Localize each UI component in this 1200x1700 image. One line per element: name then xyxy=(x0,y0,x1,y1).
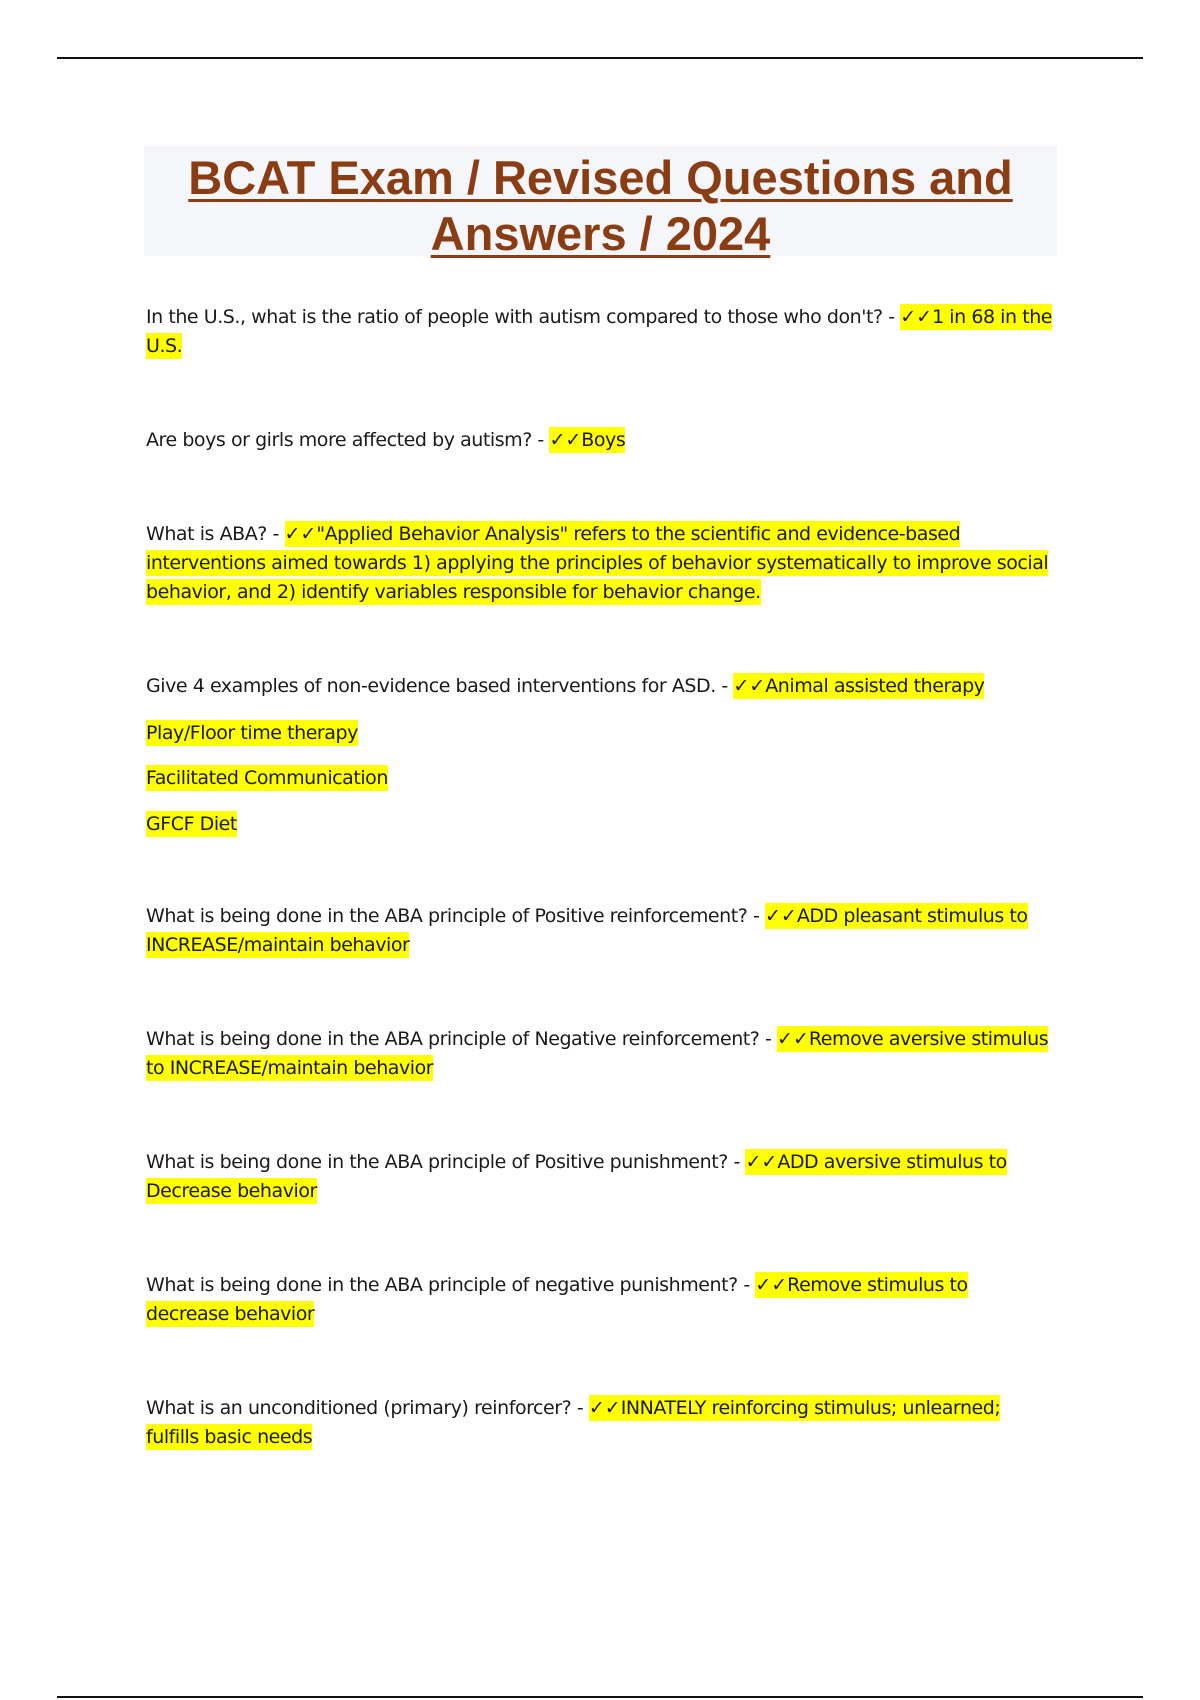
checkmark-icon: ✓✓ xyxy=(745,1151,778,1173)
question-separator: - xyxy=(747,905,765,927)
top-rule xyxy=(57,57,1143,59)
checkmark-icon: ✓✓ xyxy=(284,523,317,545)
question-separator: - xyxy=(266,523,285,545)
checkmark-icon: ✓✓ xyxy=(755,1274,788,1296)
question-separator: - xyxy=(737,1274,756,1296)
question-text: In the U.S., what is the ratio of people with autism compared to those who don't? xyxy=(146,306,883,328)
answer-text: ADD aversive stimulus to Decrease behavior xyxy=(146,1151,1007,1202)
answer-extra-line xyxy=(146,719,358,748)
question-separator: - xyxy=(727,1151,746,1173)
answer-text: Animal assisted therapy xyxy=(765,675,985,697)
checkmark-icon: ✓✓ xyxy=(900,306,933,328)
checkmark-icon: ✓✓ xyxy=(588,1397,621,1419)
answer-text: Remove aversive stimulus to INCREASE/maintain behavior xyxy=(146,1028,1049,1079)
question-separator: - xyxy=(759,1028,778,1050)
bottom-rule xyxy=(57,1696,1143,1698)
question-text: Are boys or girls more affected by autism? xyxy=(146,429,532,451)
answer-text: GFCF Diet xyxy=(146,813,237,835)
answer-text: Play/Floor time therapy xyxy=(146,722,358,744)
answer-text: Remove stimulus to decrease behavior xyxy=(146,1274,968,1325)
question-text: What is being done in the ABA principle of negative punishment? xyxy=(146,1274,738,1296)
qa-item xyxy=(146,1271,1056,1329)
qa-item xyxy=(146,672,1056,701)
checkmark-icon: ✓✓ xyxy=(765,905,797,927)
question-text: Give 4 examples of non-evidence based interventions for ASD. xyxy=(146,675,716,697)
answer-highlight xyxy=(549,427,625,453)
qa-item xyxy=(146,1148,1056,1206)
question-separator: - xyxy=(531,429,550,451)
qa-item xyxy=(146,1394,1056,1452)
question-text: What is being done in the ABA principle of Negative reinforcement? xyxy=(146,1028,760,1050)
answer-extra-line xyxy=(146,764,388,793)
checkmark-icon: ✓✓ xyxy=(777,1028,809,1050)
qa-item xyxy=(146,520,1056,607)
qa-item xyxy=(146,1025,1056,1083)
qa-item xyxy=(146,303,1056,361)
question-separator: - xyxy=(715,675,734,697)
title-box xyxy=(144,146,1057,260)
question-separator: - xyxy=(882,306,901,328)
checkmark-icon: ✓✓ xyxy=(549,429,582,451)
answer-text: ADD pleasant stimulus to INCREASE/maintain behavior xyxy=(146,905,1028,956)
answer-extra-line xyxy=(146,810,237,839)
page-title: BCAT Exam / Revised Questions and Answers / 2024 xyxy=(188,151,1013,260)
answer-text: Boys xyxy=(581,429,626,451)
question-text: What is ABA? xyxy=(146,523,267,545)
qa-item xyxy=(146,426,1056,455)
answer-text: 1 in 68 in the U.S. xyxy=(146,306,1053,357)
question-text: What is being done in the ABA principle of Positive punishment? xyxy=(146,1151,728,1173)
answer-text: "Applied Behavior Analysis" refers to the scientific and evidence-based interventions aimed towards 1) applying the principles of behavior systematically to improve social behavior, and 2) identify variables responsible for behavior change. xyxy=(146,523,1049,603)
answer-text: Facilitated Communication xyxy=(146,767,388,789)
question-text: What is being done in the ABA principle of Positive reinforcement? xyxy=(146,905,748,927)
checkmark-icon: ✓✓ xyxy=(733,675,766,697)
qa-item xyxy=(146,902,1056,960)
question-separator: - xyxy=(571,1397,589,1419)
answer-highlight xyxy=(733,673,984,699)
question-text: What is an unconditioned (primary) reinforcer? xyxy=(146,1397,572,1419)
answer-text: INNATELY reinforcing stimulus; unlearned; fulfills basic needs xyxy=(146,1397,1001,1448)
